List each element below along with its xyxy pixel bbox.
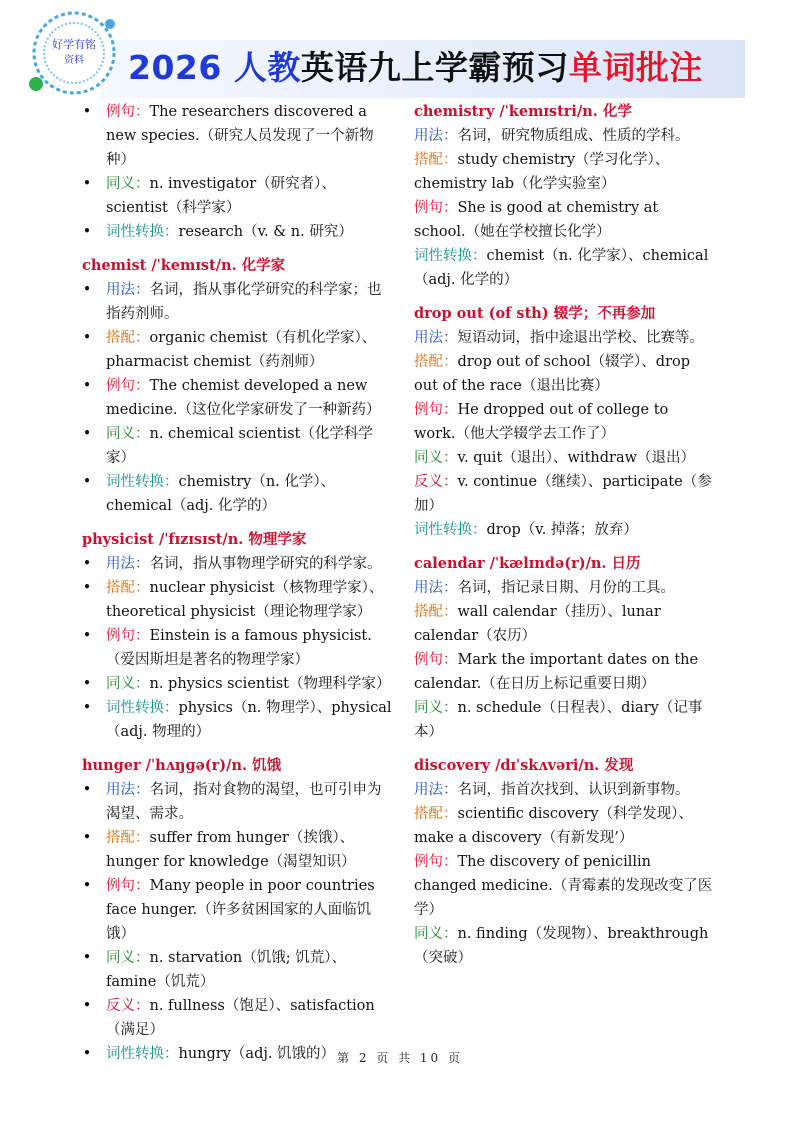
- line-text: n. chemical scientist（化学科学家）: [106, 426, 373, 466]
- line-text: 名词，指记录日期、月份的工具。: [457, 580, 675, 596]
- bullet-icon: •: [82, 950, 92, 966]
- list-item: [82, 278, 392, 326]
- line-text: n. finding（发现物）、breakthrough（突破）: [414, 926, 709, 966]
- line-label: 词性转换：: [414, 522, 487, 538]
- line-label: 例句：: [414, 402, 458, 418]
- line-text: organic chemist（有机化学家）、pharmacist chemist（药剂师）: [106, 330, 377, 370]
- word-entry: [414, 552, 714, 744]
- line-label: 词性转换：: [414, 248, 487, 264]
- brand-logo: [22, 6, 126, 100]
- line-label: 用法：: [414, 782, 458, 798]
- list-item: [414, 850, 714, 922]
- entry-lines: [414, 778, 714, 970]
- entry-headword: physicist /ˈfɪzɪsɪst/n. 物理学家: [82, 531, 307, 548]
- list-item: [414, 326, 714, 350]
- bullet-icon: •: [82, 878, 92, 894]
- line-label: 例句：: [106, 378, 150, 394]
- list-item: [414, 518, 714, 542]
- entry-lines: [414, 124, 714, 292]
- list-item: [82, 778, 392, 826]
- line-text: chemist（n. 化学家）、chemical（adj. 化学的）: [414, 248, 709, 288]
- page-footer: 第 2 页 共 10 页: [337, 1051, 463, 1065]
- line-text: n. physics scientist（物理科学家）: [149, 676, 391, 692]
- list-item: [82, 672, 392, 696]
- list-item: [414, 576, 714, 600]
- line-text: 名词，研究物质组成、性质的学科。: [457, 128, 690, 144]
- entry-lines: [414, 576, 714, 744]
- title-part2: 英语九上学霸预习: [300, 48, 569, 87]
- entry-headword: chemistry /ˈkemɪstri/n. 化学: [414, 103, 632, 120]
- list-item: [82, 826, 392, 874]
- line-label: 同义：: [106, 176, 150, 192]
- list-item: [82, 374, 392, 422]
- list-item: [414, 244, 714, 292]
- bullet-icon: •: [82, 628, 92, 644]
- line-label: 例句：: [106, 628, 150, 644]
- left-column: [82, 100, 392, 1066]
- line-text: nuclear physicist（核物理学家）、theoretical physicist（理论物理学家）: [106, 580, 384, 620]
- bullet-icon: •: [82, 378, 92, 394]
- entry-lines: [82, 278, 392, 518]
- line-text: Many people in poor countries face hunger.（许多贫困国家的人面临饥饿）: [106, 878, 375, 942]
- line-text: wall calendar（挂历）、lunar calendar（农历）: [414, 604, 661, 644]
- line-label: 同义：: [414, 450, 458, 466]
- line-text: n. schedule（日程表）、diary（记事本）: [414, 700, 703, 740]
- entry-lines: [414, 326, 714, 542]
- logo-line2: 资料: [64, 55, 84, 66]
- list-item: [82, 172, 392, 220]
- list-item: [414, 802, 714, 850]
- line-label: 用法：: [414, 330, 458, 346]
- line-label: 同义：: [414, 926, 458, 942]
- word-entry: [82, 254, 392, 518]
- bullet-icon: •: [82, 998, 92, 1014]
- line-text: 名词，指从事物理学研究的科学家。: [149, 556, 382, 572]
- bullet-icon: •: [82, 556, 92, 572]
- entry-headword: discovery /dɪˈskʌvəri/n. 发现: [414, 757, 634, 774]
- entry-lines: [82, 778, 392, 1066]
- line-text: The chemist developed a new medicine.（这位化学家研发了一种新药）: [106, 378, 381, 418]
- line-label: 同义：: [106, 676, 150, 692]
- line-label: 反义：: [106, 998, 150, 1014]
- bullet-icon: •: [82, 224, 92, 240]
- bullet-icon: •: [82, 676, 92, 692]
- line-text: physics（n. 物理学）、physical（adj. 物理的）: [106, 700, 392, 740]
- line-label: 例句：: [414, 200, 458, 216]
- line-text: v. quit（退出）、withdraw（退出）: [457, 450, 696, 466]
- line-label: 搭配：: [414, 806, 458, 822]
- line-text: Mark the important dates on the calendar.（在日历上标记重要日期）: [414, 652, 699, 692]
- line-text: n. fullness（饱足）、satisfaction（满足）: [106, 998, 375, 1038]
- entry-headword: drop out (of sth) 辍学；不再参加: [414, 305, 656, 322]
- bullet-icon: •: [82, 580, 92, 596]
- line-label: 搭配：: [106, 330, 150, 346]
- line-label: 用法：: [414, 128, 458, 144]
- title-part1: 2026 人教: [128, 48, 301, 87]
- list-item: [82, 552, 392, 576]
- list-item: [82, 326, 392, 374]
- list-item: [82, 994, 392, 1042]
- line-label: 搭配：: [106, 830, 150, 846]
- list-item: [414, 398, 714, 446]
- line-text: 名词，指对食物的渴望，也可引申为渴望、需求。: [106, 782, 382, 822]
- bullet-icon: •: [82, 282, 92, 298]
- line-text: chemistry（n. 化学）、chemical（adj. 化学的）: [106, 474, 336, 514]
- line-text: suffer from hunger（挨饿）、hunger for knowledge（渴望知识）: [106, 830, 356, 870]
- entry-headword: chemist /ˈkemɪst/n. 化学家: [82, 257, 286, 274]
- line-label: 搭配：: [106, 580, 150, 596]
- list-item: [82, 696, 392, 744]
- line-label: 同义：: [106, 950, 150, 966]
- list-item: [82, 874, 392, 946]
- line-label: 例句：: [106, 878, 150, 894]
- line-text: n. starvation（饥饿; 饥荒）、famine（饥荒）: [106, 950, 347, 990]
- line-text: study chemistry（学习化学）、chemistry lab（化学实验室）: [414, 152, 670, 192]
- right-column: [414, 100, 714, 970]
- line-label: 搭配：: [414, 152, 458, 168]
- line-label: 用法：: [106, 282, 150, 298]
- list-item: [414, 470, 714, 518]
- line-label: 词性转换：: [106, 224, 179, 240]
- list-item: [82, 624, 392, 672]
- line-label: 例句：: [106, 104, 150, 120]
- line-label: 用法：: [414, 580, 458, 596]
- line-text: 名词，指首次找到、认识到新事物。: [457, 782, 690, 798]
- entry-lines: [82, 552, 392, 744]
- list-item: [82, 220, 392, 244]
- line-label: 搭配：: [414, 604, 458, 620]
- list-item: [414, 600, 714, 648]
- line-text: v. continue（继续）、participate（参加）: [414, 474, 712, 514]
- list-item: [414, 350, 714, 398]
- page-title: [128, 46, 703, 90]
- line-label: 例句：: [414, 854, 458, 870]
- line-text: hungry（adj. 饥饿的）: [178, 1046, 336, 1062]
- bullet-icon: •: [82, 104, 92, 120]
- line-text: He dropped out of college to work.（他大学辍学去工作了）: [414, 402, 669, 442]
- word-entry: [414, 100, 714, 292]
- line-label: 用法：: [106, 556, 150, 572]
- line-text: n. investigator（研究者）、scientist（科学家）: [106, 176, 336, 216]
- continued-entry: [82, 100, 392, 244]
- list-item: [414, 148, 714, 196]
- list-item: [82, 576, 392, 624]
- bullet-icon: •: [82, 1046, 92, 1062]
- bullet-icon: •: [82, 700, 92, 716]
- list-item: [82, 470, 392, 518]
- list-item: [414, 648, 714, 696]
- line-label: 词性转换：: [106, 474, 179, 490]
- bullet-icon: •: [82, 782, 92, 798]
- word-entry: [82, 754, 392, 1066]
- line-label: 搭配：: [414, 354, 458, 370]
- bullet-icon: •: [82, 830, 92, 846]
- list-item: [82, 100, 392, 172]
- line-text: 短语动词，指中途退出学校、比赛等。: [457, 330, 704, 346]
- word-entry: [82, 528, 392, 744]
- bullet-icon: •: [82, 176, 92, 192]
- line-text: 名词，指从事化学研究的科学家；也指药剂师。: [106, 282, 382, 322]
- line-text: Einstein is a famous physicist.（爱因斯坦是著名的物理学家）: [106, 628, 372, 668]
- line-label: 用法：: [106, 782, 150, 798]
- line-text: research（v. & n. 研究）: [178, 224, 353, 240]
- line-text: The researchers discovered a new species.（研究人员发现了一个新物种）: [106, 104, 374, 168]
- entry-headword: calendar /ˈkælɪndə(r)/n. 日历: [414, 555, 641, 572]
- line-label: 词性转换：: [106, 1046, 179, 1062]
- entry-headword: hunger /ˈhʌŋɡə(r)/n. 饥饿: [82, 757, 282, 774]
- list-item: [414, 778, 714, 802]
- line-text: The discovery of penicillin changed medicine.（青霉素的发现改变了医学）: [414, 854, 713, 918]
- line-label: 例句：: [414, 652, 458, 668]
- list-item: [414, 124, 714, 148]
- title-part3: 单词批注: [568, 48, 703, 87]
- list-item: [414, 922, 714, 970]
- word-entry: [414, 302, 714, 542]
- list-item: [414, 696, 714, 744]
- line-text: She is good at chemistry at school.（她在学校擅长化学）: [414, 200, 659, 240]
- line-text: scientific discovery（科学发现）、make a discovery（有新发现’）: [414, 806, 693, 846]
- bullet-icon: •: [82, 426, 92, 442]
- word-entry: [414, 754, 714, 970]
- list-item: [82, 946, 392, 994]
- bullet-icon: •: [82, 474, 92, 490]
- line-label: 反义：: [414, 474, 458, 490]
- list-item: [414, 196, 714, 244]
- bullet-icon: •: [82, 330, 92, 346]
- line-label: 同义：: [106, 426, 150, 442]
- logo-line1: 好学有铭: [52, 38, 96, 51]
- line-text: drop out of school（辍学）、drop out of the race（退出比赛）: [414, 354, 691, 394]
- entry-lines: [82, 100, 392, 244]
- line-label: 同义：: [414, 700, 458, 716]
- list-item: [82, 422, 392, 470]
- line-label: 词性转换：: [106, 700, 179, 716]
- list-item: [414, 446, 714, 470]
- line-text: drop（v. 掉落；放弃）: [486, 522, 638, 538]
